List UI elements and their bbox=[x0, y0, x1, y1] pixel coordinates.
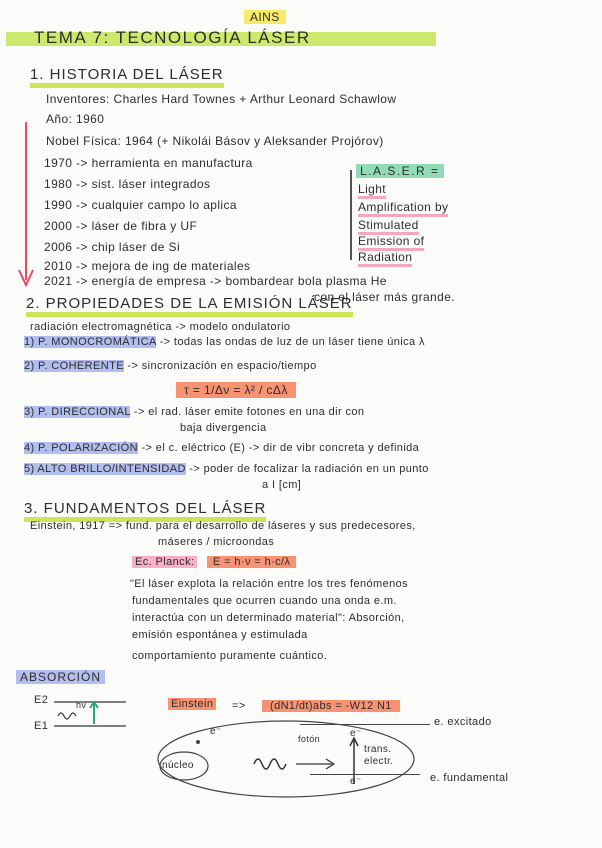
nobel-line: Nobel Física: 1964 (+ Nikolái Básov y Aleksander Projórov) bbox=[46, 134, 384, 148]
timeline-1970: 1970 -> herramienta en manufactura bbox=[44, 156, 253, 170]
section-2-title: 2. PROPIEDADES DE LA EMISIÓN LÁSER bbox=[26, 295, 353, 317]
acronym-light: Light bbox=[358, 182, 386, 199]
level-e2: E2 bbox=[34, 694, 49, 706]
prop-5 bbox=[24, 463, 429, 475]
level-electron-top: e⁻ bbox=[350, 728, 362, 739]
fundamental-state-label: e. fundamental bbox=[430, 772, 509, 784]
acronym-emission: Emission of bbox=[358, 234, 424, 251]
prop-5-extra: a I [cm] bbox=[262, 479, 302, 491]
timeline-2010: 2010 -> mejora de ing de materiales bbox=[44, 259, 251, 273]
einstein-extra: máseres / microondas bbox=[158, 536, 275, 548]
timeline-2021: 2021 -> energía de empresa -> bombardear bola plasma He bbox=[44, 274, 387, 288]
acronym-stimulated: Stimulated bbox=[358, 218, 419, 235]
acronym-radiation: Radiation bbox=[358, 250, 412, 267]
timeline-2021-extra: con el láser más grande. bbox=[314, 290, 456, 304]
timeline-1980: 1980 -> sist. láser integrados bbox=[44, 177, 211, 191]
prop-1-label: 1) P. MONOCROMÁTICA bbox=[24, 336, 157, 348]
prop-2-text: -> sincronización en espacio/tiempo bbox=[127, 360, 317, 372]
photon-label: fotón bbox=[298, 734, 321, 744]
quote-line-4: emisión espontánea y estimulada bbox=[132, 629, 308, 641]
prop-3-label: 3) P. DIRECCIONAL bbox=[24, 406, 131, 418]
prop-1 bbox=[24, 336, 425, 348]
prop-4-text: -> el c. eléctrico (E) -> dir de vibr concreta y definida bbox=[141, 442, 420, 454]
prop-5-text: -> poder de focalizar la radiación en un punto bbox=[189, 463, 429, 475]
timeline-2006: 2006 -> chip láser de Si bbox=[44, 240, 181, 254]
year-line: Año: 1960 bbox=[46, 112, 105, 126]
inventors-line: Inventores: Charles Hard Townes + Arthur Leonard Schawlow bbox=[46, 92, 397, 106]
timeline-1990: 1990 -> cualquier campo lo aplica bbox=[44, 198, 237, 212]
page-title: TEMA 7: TECNOLOGÍA LÁSER bbox=[34, 28, 311, 47]
absorption-eq: (dN1/dt)abs = -W12 N1 bbox=[262, 700, 400, 712]
acronym-divider bbox=[350, 170, 352, 260]
subject-tag: AINS bbox=[244, 10, 286, 24]
atom-electron-top: e⁻ bbox=[210, 726, 222, 737]
timeline-2000: 2000 -> láser de fibra y UF bbox=[44, 219, 198, 233]
prop-1-text: -> todas las ondas de luz de un láser tiene única λ bbox=[159, 336, 425, 348]
prop-5-label: 5) ALTO BRILLO/INTENSIDAD bbox=[24, 463, 186, 475]
quote-line-3: interactúa con un determinado material": Absorción, bbox=[132, 612, 405, 624]
prop-4 bbox=[24, 442, 419, 454]
prop-2-label: 2) P. COHERENTE bbox=[24, 360, 124, 372]
prop-3 bbox=[24, 406, 364, 418]
quote-line-1: "El láser explota la relación entre los tres fenómenos bbox=[130, 578, 409, 590]
energy-levels-icon bbox=[50, 692, 130, 736]
coherence-formula: τ = 1/Δν = λ² / cΔλ bbox=[176, 382, 296, 398]
fundamental-level-line bbox=[310, 774, 420, 775]
prop-3-text: -> el rad. láser emite fotones en una dir con bbox=[133, 406, 365, 418]
prop-3-extra: baja divergencia bbox=[180, 422, 267, 434]
rad-em-line: radiación electromagnética -> modelo ondulatorio bbox=[30, 321, 291, 333]
planck-eq: E = h·ν = h·c/λ bbox=[207, 556, 297, 568]
section-1-title: 1. HISTORIA DEL LÁSER bbox=[30, 66, 224, 88]
absorption-arrow: => bbox=[232, 700, 246, 712]
quantum-line: comportamiento puramente cuántico. bbox=[132, 650, 328, 662]
prop-4-label: 4) P. POLARIZACIÓN bbox=[24, 442, 138, 454]
level-e1: E1 bbox=[34, 720, 49, 732]
section-3-title: 3. FUNDAMENTOS DEL LÁSER bbox=[24, 500, 266, 522]
excited-state-label: e. excitado bbox=[434, 716, 492, 728]
photon-hv: hν bbox=[76, 700, 87, 710]
absorcion-title: ABSORCIÓN bbox=[16, 670, 105, 684]
timeline-arrow-icon bbox=[14, 120, 38, 292]
planck-label: Ec. Planck: bbox=[132, 556, 197, 568]
level-electron-bottom: e⁻ bbox=[350, 776, 362, 787]
einstein-line: Einstein, 1917 => fund. para el desarrollo de láseres y sus predecesores, bbox=[30, 520, 416, 532]
acronym-title: L.A.S.E.R = bbox=[356, 164, 444, 178]
planck-line bbox=[132, 556, 296, 568]
transition-label: trans. electr. bbox=[364, 744, 394, 767]
quote-line-2: fundamentales que ocurren cuando una onda e.m. bbox=[132, 595, 397, 607]
prop-2 bbox=[24, 360, 317, 372]
nucleus-label: núcleo bbox=[162, 760, 194, 771]
einstein-absorption-label: Einstein bbox=[168, 698, 216, 710]
acronym-amplification: Amplification by bbox=[358, 200, 448, 217]
